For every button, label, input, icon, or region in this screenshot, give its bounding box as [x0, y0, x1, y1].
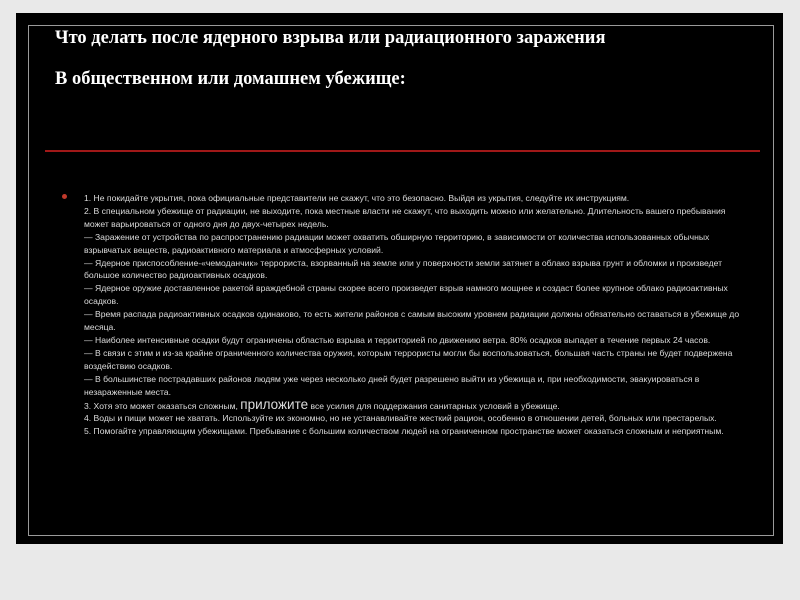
point3-start: 3. Хотя это может оказаться сложным, [84, 400, 241, 411]
body-text [84, 192, 744, 438]
paragraph: — В связи с этим и из-за крайне ограниченного количества оружия, которым террористы могли бы воспользоваться, большая часть страны не будет подвержена воздействию осадков. [84, 347, 733, 371]
paragraph: — Время распада радиоактивных осадков одинаково, то есть жители районов с самым высоким уровнем радиации должны обязательно оставаться в убежище до месяца. [84, 309, 740, 333]
paragraph: — Ядерное оружие доставленное ракетой враждебной страны скорее всего произведет взрыв намного мощнее и создаст более крупное облако радиоактивных осадков. [84, 283, 728, 307]
title-divider [45, 150, 760, 152]
paragraph: 5. Помогайте управляющим убежищами. Пребывание с большим количеством людей на ограниченном пространстве может оказаться сложным и неприятным. [84, 426, 724, 437]
paragraph: 1. Не покидайте укрытия, пока официальные представители не скажут, что это безопасно. Выйдя из укрытия, следуйте их инструкциям. [84, 193, 630, 203]
paragraph: 2. В специальном убежище от радиации, не выходите, пока местные власти не скажут, что выходить можно или желательно. Длительность вашего пребывания может варьироваться от одного дня до двух-четырех недель. [84, 205, 726, 229]
paragraph: 4. Воды и пищи может не хватать. Используйте их экономно, но не устанавливайте жесткий рацион, особенно в отношении детей, больных или престарелых. [84, 413, 717, 424]
paragraph: — Ядерное приспособление-«чемоданчик» террориста, взорванный на земле или у поверхности земли затянет в облако взрыва грунт и обломки и произведет большое количество радиоактивных осадков. [84, 257, 723, 281]
slide-title: Что делать после ядерного взрыва или радиационного заражения [55, 28, 606, 48]
paragraph: — Наиболее интенсивные осадки будут ограничены областью взрыва и территорией по движению ветра. 80% осадков выпадет в течение первых 24 часов. [84, 334, 711, 345]
slide-subtitle: В общественном или домашнем убежище: [55, 69, 406, 89]
paragraph: — Заражение от устройства по распространению радиации может охватить обширную территорию, в зависимости от количества использованных обычных взрывчатых веществ, радиоактивного материала и атмосферных условий. [84, 231, 710, 255]
paragraph-point-3 [84, 396, 744, 413]
paragraph: — В большинстве пострадавших районов людям уже через несколько дней будет разрешено выйти из убежища и, при необходимости, эвакуироваться в незараженные места. [84, 373, 700, 397]
point3-end: все усилия для поддержания санитарных условий в убежище. [308, 400, 560, 411]
bullet-dot [62, 194, 67, 199]
point3-emphasis: приложите [240, 396, 309, 412]
